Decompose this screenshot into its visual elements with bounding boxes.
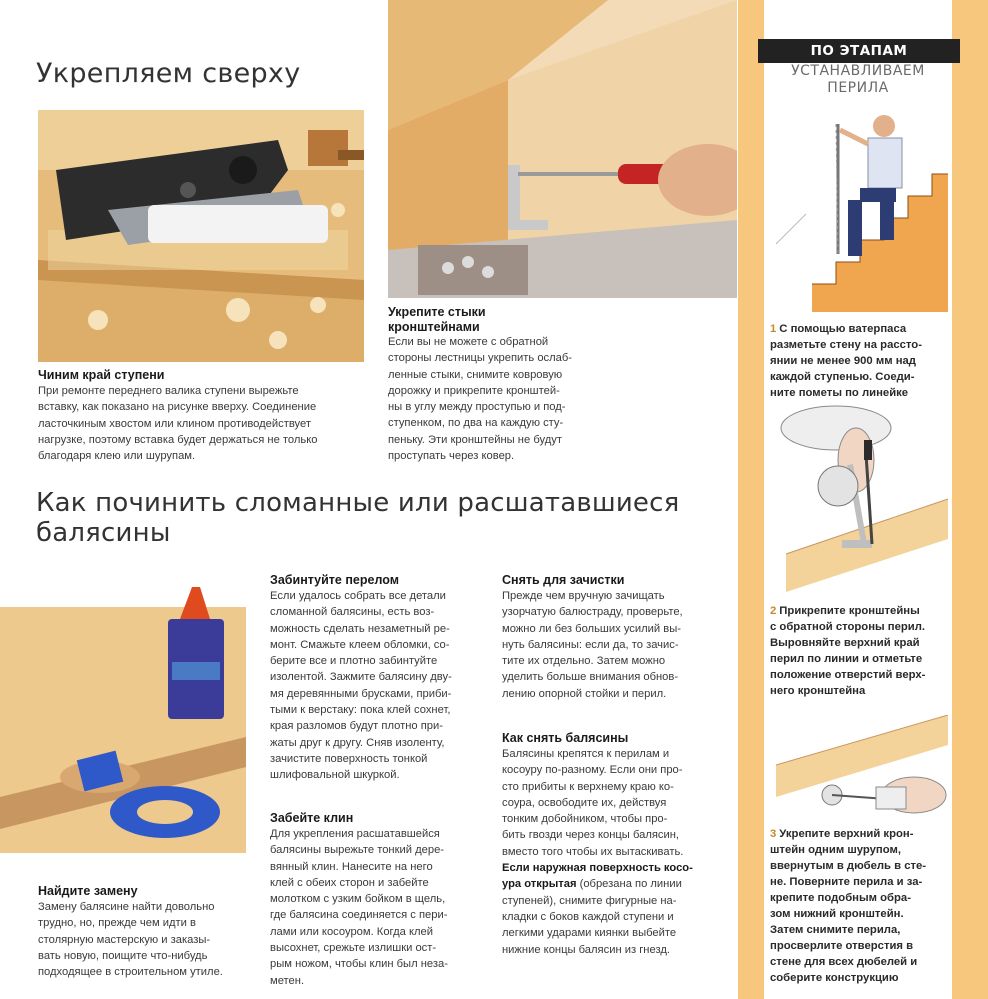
step-line: него кронштейна (770, 685, 866, 697)
sidebar-subtitle-line: ПЕРИЛА (827, 80, 889, 96)
sidebar-subtitle (768, 63, 948, 97)
section2-title-line: балясины (36, 518, 171, 548)
step-line: Выровняйте верхний край (770, 637, 920, 649)
step-line: крепите подобным обра- (770, 892, 911, 904)
step-line: стене для всех дюбелей и (770, 956, 918, 968)
caption-body-wedge (270, 826, 480, 989)
sidebar-stripe-right (952, 0, 988, 999)
caption-line: столярную мастерскую и заказы- (38, 933, 211, 946)
step-1-number: 1 (770, 323, 777, 335)
step-3 (770, 826, 950, 986)
caption-line: легкими ударами киянки выбейте (502, 927, 677, 940)
caption-line: косоуру по-разному. Если они про- (502, 764, 683, 777)
caption-line: ны в углу между проступью и под- (388, 401, 566, 414)
caption-line: трудно, но, прежде чем идти в (38, 917, 196, 930)
caption-line: соура, освободите их, действуя (502, 796, 667, 809)
photo-baluster-tape (0, 567, 246, 853)
caption-line: тыми к верстаку: пока клей сохнет, (270, 704, 451, 717)
caption-line: вянный клин. Нанесите на него (270, 860, 433, 873)
caption-line: жаты друг к другу. Сняв изоленту, (270, 736, 445, 749)
caption-line: можность сделать незаметный ре- (270, 622, 450, 635)
step-line: с обратной стороны перил. (770, 621, 926, 633)
caption-body-step-edge (38, 383, 368, 464)
section1-title: Укрепляем сверху (36, 58, 301, 89)
caption-line: лению опорной стойки и перил. (502, 687, 667, 700)
step-line: штейн одним шурупом, (770, 844, 901, 856)
step-line: Прикрепите кронштейны (779, 605, 920, 617)
step-line: каждой ступенью. Соеди- (770, 371, 915, 383)
sidebar-subtitle-line: УСТАНАВЛИВАЕМ (791, 63, 925, 79)
caption-line: ступеней), снимите фигурные на- (502, 894, 677, 907)
caption-body-brackets (388, 334, 588, 464)
step-line: зом нижний кронштейн. (770, 908, 904, 920)
caption-line: При ремонте переднего валика ступени вырежьте (38, 385, 299, 397)
caption-title-replacement: Найдите замену (38, 884, 138, 898)
step-2-number: 2 (770, 605, 777, 617)
caption-line: лами или косоуром. Когда клей (270, 925, 434, 938)
caption-fragment: (обрезана по линии (576, 878, 682, 891)
step-line: ввернутым в дюбель в сте- (770, 860, 927, 872)
caption-title-wedge: Забейте клин (270, 811, 354, 825)
caption-line: стороны лестницы укрепить ослаб- (388, 352, 573, 365)
step-line: соберите конструкцию (770, 972, 899, 984)
step-line: янии не менее 900 мм над (770, 355, 916, 367)
caption-line: Прежде чем вручную зачищать (502, 590, 665, 602)
caption-line: метен. (270, 974, 305, 987)
caption-line-mixed (502, 876, 717, 892)
caption-line: клей с обеих сторон и забейте (270, 876, 429, 889)
section2-title-line: Как починить сломанные или расшатавшиеся (36, 488, 680, 518)
caption-line: ступенком, по два на каждую сту- (388, 417, 564, 430)
caption-title-line: Укрепите стыки (388, 305, 486, 319)
caption-line: ласточкиным хвостом или клином противодействует (38, 417, 311, 430)
sidebar-stripe-left (738, 0, 764, 999)
caption-line-bold: Если наружная поверхность косо- (502, 862, 693, 875)
section2-title (36, 488, 679, 548)
caption-line: сто прибиты к верхнему краю ко- (502, 780, 674, 793)
caption-line: где балясина соединяется с пери- (270, 909, 448, 922)
caption-title-brackets (388, 305, 486, 335)
step-line: просверлите отверстия в (770, 940, 914, 952)
caption-body-break (270, 588, 480, 784)
caption-body-cleaning (502, 588, 717, 702)
caption-line: края разломов будут плотно при- (270, 720, 443, 733)
step-line: разметьте стену на рассто- (770, 339, 922, 351)
caption-line: мя деревянными брусками, приби- (270, 687, 452, 700)
caption-bold-fragment: ура открытая (502, 878, 577, 891)
caption-line: тите их отдельно. Затем можно (502, 655, 666, 668)
step-2 (770, 603, 950, 699)
caption-line: изолентой. Зажмите балясину дву- (270, 671, 452, 684)
caption-line: молотком с узким бойком в щель, (270, 893, 446, 906)
caption-line: проступать через ковер. (388, 450, 515, 463)
caption-line: шлифовальной шкуркой. (270, 769, 400, 782)
step-line: не. Поверните перила и за- (770, 876, 923, 888)
caption-line: нижние концы балясин из гнезд. (502, 943, 670, 956)
caption-line: подходящее в строительном утиле. (38, 966, 223, 979)
caption-line: можно ли без больших усилий вы- (502, 622, 681, 635)
caption-line: уделить больше внимания обнов- (502, 671, 679, 684)
caption-line: Если удалось собрать все детали (270, 590, 446, 602)
step-1 (770, 321, 950, 401)
step-line: положение отверстий верх- (770, 669, 926, 681)
step-line: ните пометы по линейке (770, 387, 909, 399)
illustration-marking-wall (776, 104, 948, 312)
step-line: перил по линии и отметьте (770, 653, 923, 665)
caption-line: Если вы не можете с обратной (388, 336, 549, 348)
caption-body-replacement (38, 899, 253, 980)
caption-title-step-edge: Чиним край ступени (38, 368, 165, 382)
caption-title-cleaning: Снять для зачистки (502, 573, 625, 587)
step-3-number: 3 (770, 828, 777, 840)
caption-line: ленные стыки, снимите ковровую (388, 368, 563, 381)
caption-line: нагрузке, поэтому вставка будет держаться не только (38, 433, 318, 446)
steps-badge: ПО ЭТАПАМ (758, 39, 960, 63)
caption-line: монт. Смажьте клеем обломки, со- (270, 638, 450, 651)
caption-line: высохнет, срежьте излишки ост- (270, 942, 437, 955)
caption-line: вать новую, поищите что-нибудь (38, 949, 208, 962)
caption-line: кладки с боков каждой ступени и (502, 910, 674, 923)
caption-line: вместо того чтобы их вытаскивать. (502, 845, 684, 858)
caption-line: дорожку и прикрепите кронштей- (388, 384, 560, 397)
caption-line: нуть балясины: если да, то зачис- (502, 638, 679, 651)
caption-line: тонким добойником, чтобы про- (502, 813, 668, 826)
caption-line: пеньку. Эти кронштейны не будут (388, 433, 562, 446)
caption-line: Для укрепления расшатавшейся (270, 828, 440, 840)
photo-bracket-screwdriver (388, 0, 737, 298)
caption-line: Балясины крепятся к перилам и (502, 748, 670, 760)
step-line: Укрепите верхний крон- (779, 828, 914, 840)
caption-line: Замену балясине найти довольно (38, 901, 215, 913)
step-line: Затем снимите перила, (770, 924, 901, 936)
caption-line: берите все и плотно забинтуйте (270, 655, 438, 668)
caption-line: сломанной балясины, есть воз- (270, 606, 435, 619)
illustration-rail-on-wall (776, 715, 948, 819)
caption-title-line: кронштейнами (388, 320, 480, 334)
caption-line: рым ножом, чтобы клин был неза- (270, 958, 448, 971)
illustration-bracket-rail (776, 404, 948, 592)
photo-plane-on-step (38, 110, 364, 362)
caption-line: бить гвозди через концы балясин, (502, 829, 680, 842)
caption-line: благодаря клею или шурупам. (38, 450, 196, 463)
caption-title-break: Забинтуйте перелом (270, 573, 399, 587)
caption-line: балясины вырежьте тонкий дере- (270, 844, 445, 857)
caption-line: узорчатую балюстраду, проверьте, (502, 606, 683, 619)
caption-line: зачистите поверхность тонкой (270, 752, 428, 765)
caption-body-remove (502, 746, 717, 958)
caption-title-remove: Как снять балясины (502, 731, 629, 745)
caption-line: вставку, как показано на рисунке вверху. Соединение (38, 401, 317, 414)
step-line: С помощью ватерпаса (779, 323, 907, 335)
